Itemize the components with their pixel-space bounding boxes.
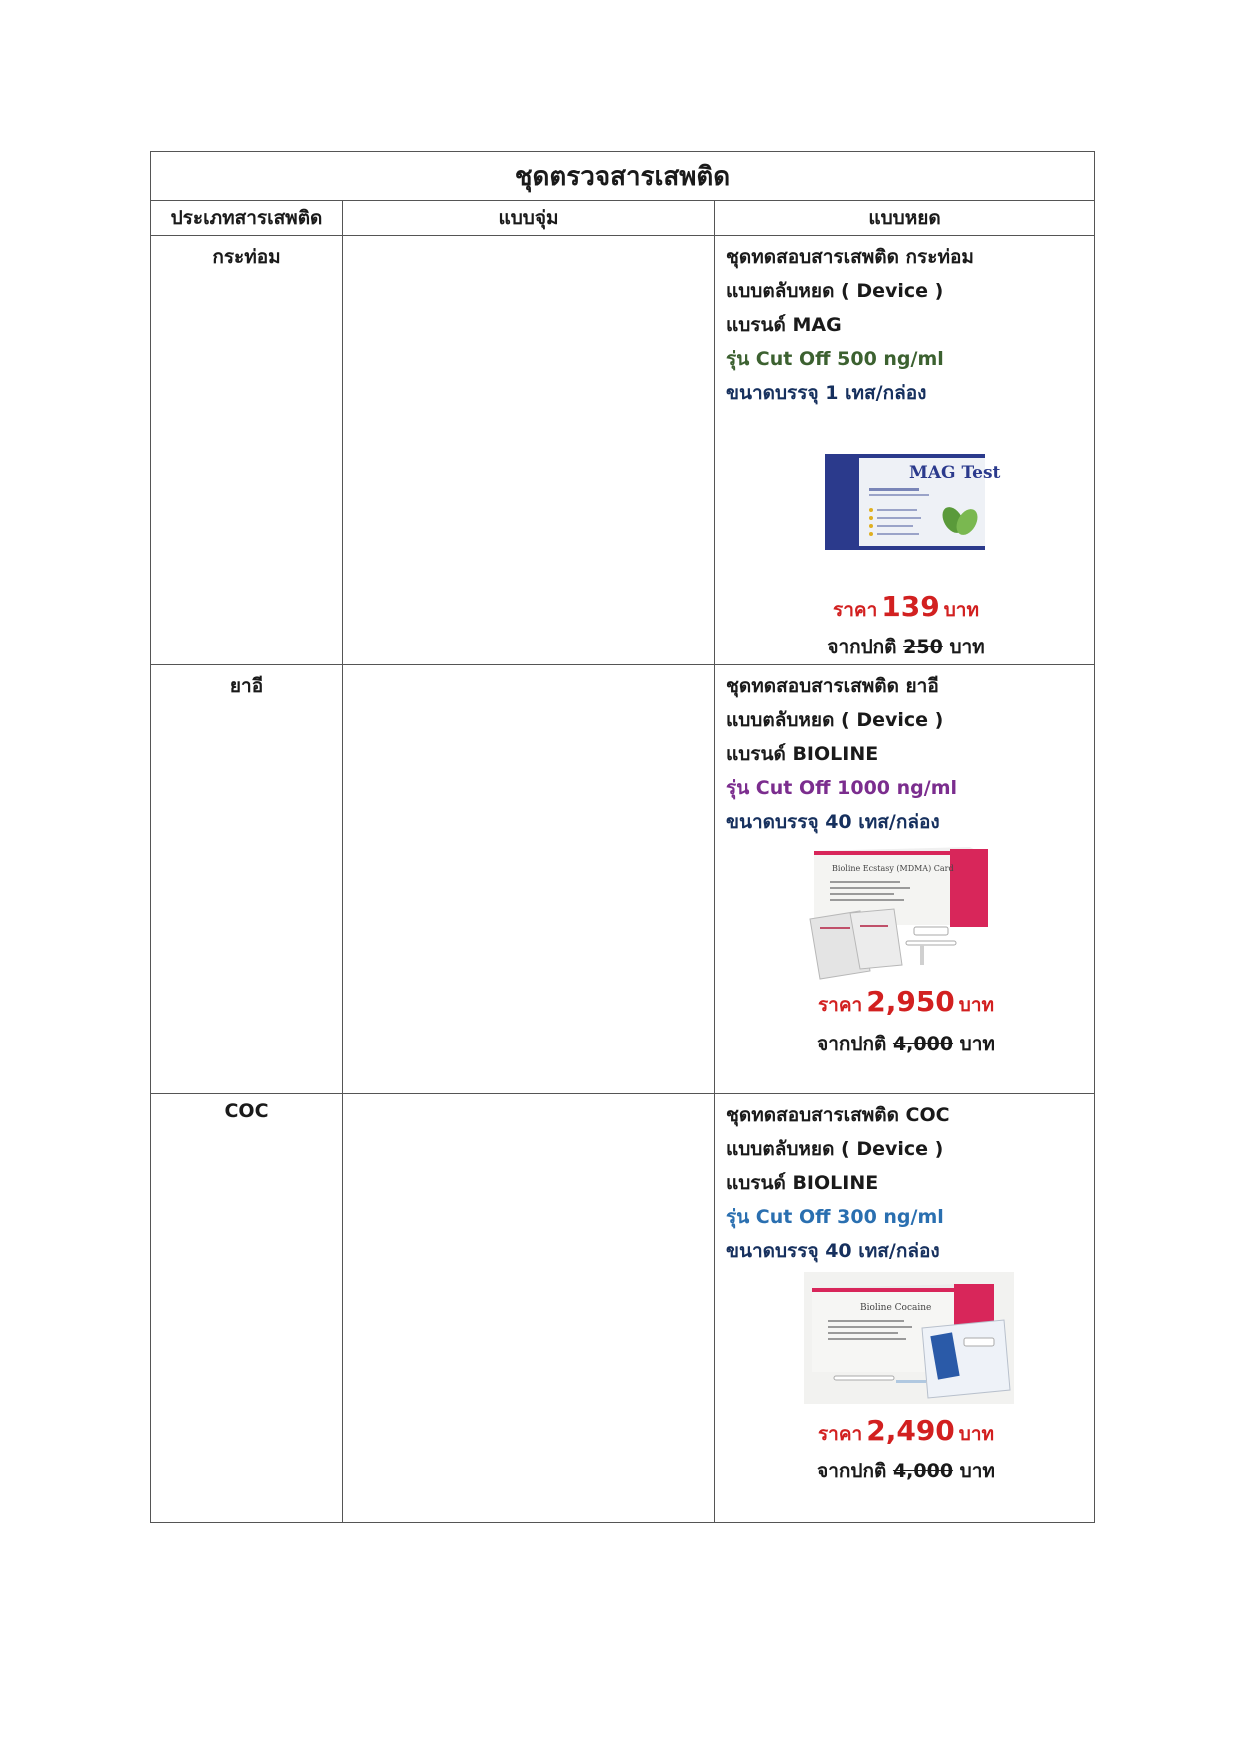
product-format: แบบตลับหยด ( Device ) (726, 709, 944, 731)
row-drop-cell (715, 665, 1095, 1094)
drug-test-table (150, 151, 1095, 1523)
original-price (726, 632, 1086, 662)
row-drop-cell (715, 1094, 1095, 1523)
product-image (810, 841, 988, 983)
price-value: 2,490 (866, 1414, 955, 1447)
product-name: ชุดทดสอบสารเสพติด COC (726, 1104, 950, 1126)
product-cutoff: รุ่น Cut Off 1000 ng/ml (726, 777, 958, 799)
product-format: แบบตลับหยด ( Device ) (726, 280, 944, 302)
header-dip: แบบจุ่ม (343, 201, 715, 236)
product-image (825, 454, 1001, 550)
price-label: ราคา (833, 599, 878, 621)
price-unit: บาท (958, 1423, 995, 1445)
orig-unit: บาท (959, 1033, 995, 1055)
orig-label: จากปกติ (817, 1033, 887, 1055)
row-dip-cell (343, 1094, 715, 1523)
header-drop: แบบหยด (715, 201, 1095, 236)
row-drop-cell (715, 236, 1095, 665)
table-row (151, 1094, 1095, 1523)
product-name: ชุดทดสอบสารเสพติด กระท่อม (726, 246, 974, 268)
drug-test-table-sheet (150, 151, 1094, 1523)
product-price (726, 590, 1086, 625)
price-label: ราคา (817, 1423, 863, 1445)
product-image-label: Bioline Cocaine (860, 1303, 932, 1313)
row-type: กระท่อม (151, 236, 343, 665)
orig-value: 250 (903, 636, 943, 658)
orig-label: จากปกติ (827, 636, 897, 658)
product-image (804, 1272, 1014, 1404)
table-row (151, 665, 1095, 1094)
product-price (726, 985, 1086, 1020)
product-brand: แบรนด์ MAG (726, 314, 842, 336)
price-value: 139 (881, 590, 940, 623)
price-unit: บาท (958, 994, 995, 1016)
row-type: COC (151, 1094, 343, 1523)
product-pack: ขนาดบรรจุ 1 เทส/กล่อง (726, 382, 927, 404)
price-unit: บาท (943, 599, 979, 621)
orig-value: 4,000 (892, 1033, 954, 1055)
product-cutoff: รุ่น Cut Off 500 ng/ml (726, 348, 944, 370)
product-brand: แบรนด์ BIOLINE (726, 1172, 879, 1194)
row-dip-cell (343, 236, 715, 665)
price-value: 2,950 (866, 985, 955, 1018)
product-format: แบบตลับหยด ( Device ) (726, 1138, 944, 1160)
header-type: ประเภทสารเสพติด (151, 201, 343, 236)
table-row (151, 236, 1095, 665)
orig-value: 4,000 (892, 1460, 954, 1482)
product-pack: ขนาดบรรจุ 40 เทส/กล่อง (726, 811, 940, 833)
product-image-label: MAG Test (909, 463, 1001, 483)
product-price (726, 1414, 1086, 1449)
product-image-label: Bioline Ecstasy (MDMA) Card (832, 864, 954, 873)
row-dip-cell (343, 665, 715, 1094)
row-type: ยาอี (151, 665, 343, 1094)
original-price (726, 1029, 1086, 1059)
product-name: ชุดทดสอบสารเสพติด ยาอี (726, 675, 939, 697)
original-price (726, 1456, 1086, 1486)
product-cutoff: รุ่น Cut Off 300 ng/ml (726, 1206, 944, 1228)
orig-unit: บาท (949, 636, 985, 658)
price-label: ราคา (817, 994, 863, 1016)
orig-label: จากปกติ (817, 1460, 887, 1482)
table-title: ชุดตรวจสารเสพติด (151, 152, 1095, 201)
product-brand: แบรนด์ BIOLINE (726, 743, 879, 765)
product-pack: ขนาดบรรจุ 40 เทส/กล่อง (726, 1240, 940, 1262)
orig-unit: บาท (959, 1460, 995, 1482)
